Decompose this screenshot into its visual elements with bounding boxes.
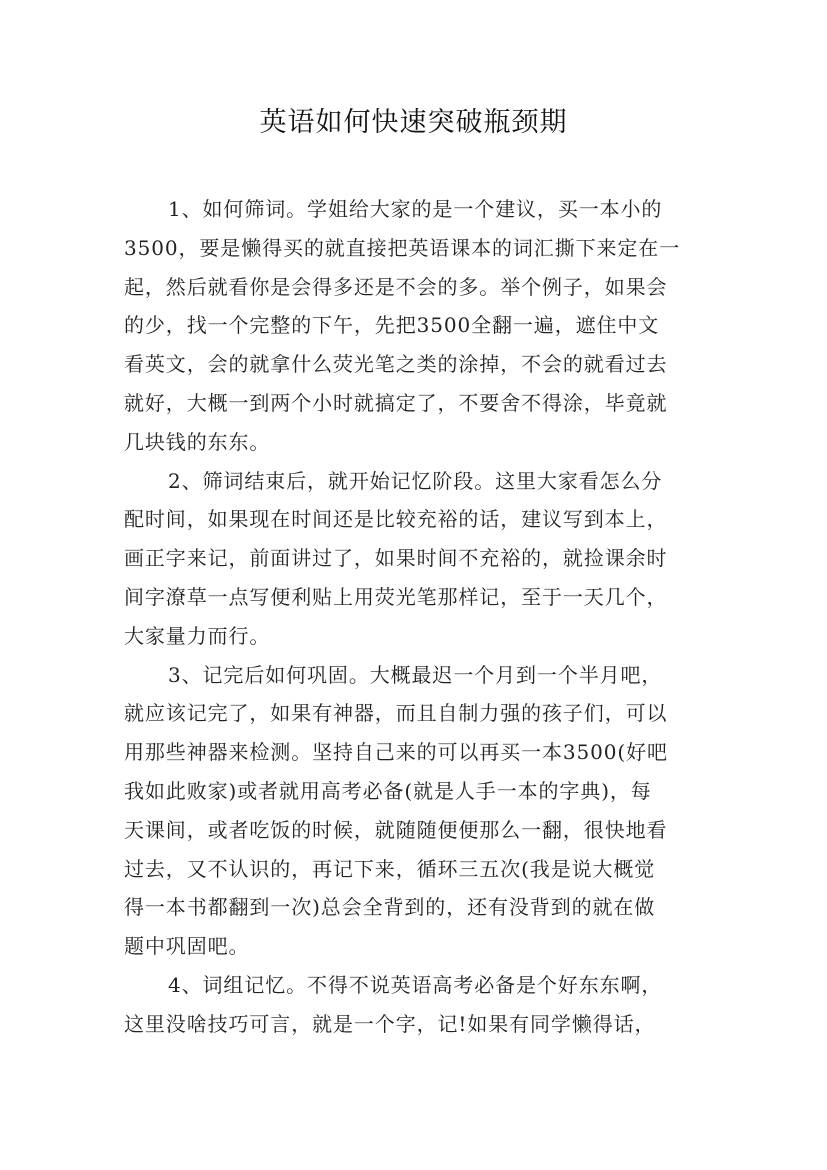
text-line: 2、筛词结束后，就开始记忆阶段。这里大家看怎么分 bbox=[168, 468, 663, 493]
text-line: 配时间，如果现在时间还是比较充裕的话，建议写到本上， bbox=[124, 507, 668, 532]
text-line: 就好，大概一到两个小时就搞定了，不要舍不得涂，毕竟就 bbox=[124, 390, 668, 415]
text-line: 4、词组记忆。不得不说英语高考必备是个好东东啊， bbox=[168, 972, 663, 997]
text-line: 大家量力而行。 bbox=[124, 623, 271, 648]
text-line: 就应该记完了，如果有神器，而且自制力强的孩子们，可以 bbox=[124, 701, 668, 726]
text-line: 画正字来记，前面讲过了，如果时间不充裕的，就捡课余时 bbox=[124, 546, 668, 571]
text-line: 得一本书都翻到一次)总会全背到的，还有没背到的就在做 bbox=[124, 895, 656, 920]
paragraph-1 bbox=[124, 190, 708, 462]
text-line: 过去，又不认识的，再记下来，循环三五次(我是说大概觉 bbox=[124, 856, 656, 881]
text-line: 的少，找一个完整的下午，先把3500全翻一遍，遮住中文 bbox=[124, 313, 660, 338]
text-line: 几块钱的东东。 bbox=[124, 429, 271, 454]
text-line: 1、如何筛词。学姐给大家的是一个建议，买一本小的 bbox=[168, 197, 663, 221]
text-line: 我如此败家)或者就用高考必备(就是人手一本的字典)，每 bbox=[124, 778, 652, 803]
text-line: 起，然后就看你是会得多还是不会的多。举个例子，如果会 bbox=[124, 274, 668, 299]
text-line: 这里没啥技巧可言，就是一个字，记!如果有同学懒得话， bbox=[124, 1011, 656, 1036]
text-line: 看英文，会的就拿什么荧光笔之类的涂掉，不会的就看过去 bbox=[124, 352, 668, 377]
paragraph-4 bbox=[124, 966, 708, 1044]
document-body bbox=[124, 190, 708, 1044]
paragraph-2 bbox=[124, 462, 708, 656]
text-line: 3、记完后如何巩固。大概最迟一个月到一个半月吧， bbox=[168, 662, 663, 687]
text-line: 天课间，或者吃饭的时候，就随随便便那么一翻，很快地看 bbox=[124, 817, 668, 842]
paragraph-3 bbox=[124, 656, 708, 966]
text-line: 3500，要是懒得买的就直接把英语课本的词汇撕下来定在一 bbox=[124, 235, 681, 260]
text-line: 题中巩固吧。 bbox=[124, 934, 250, 959]
text-line: 间字潦草一点写便利贴上用荧光笔那样记，至于一天几个， bbox=[124, 584, 668, 609]
document-title: 英语如何快速突破瓶颈期 bbox=[259, 107, 568, 138]
text-line: 用那些神器来检测。坚持自己来的可以再买一本3500(好吧 bbox=[124, 740, 668, 765]
